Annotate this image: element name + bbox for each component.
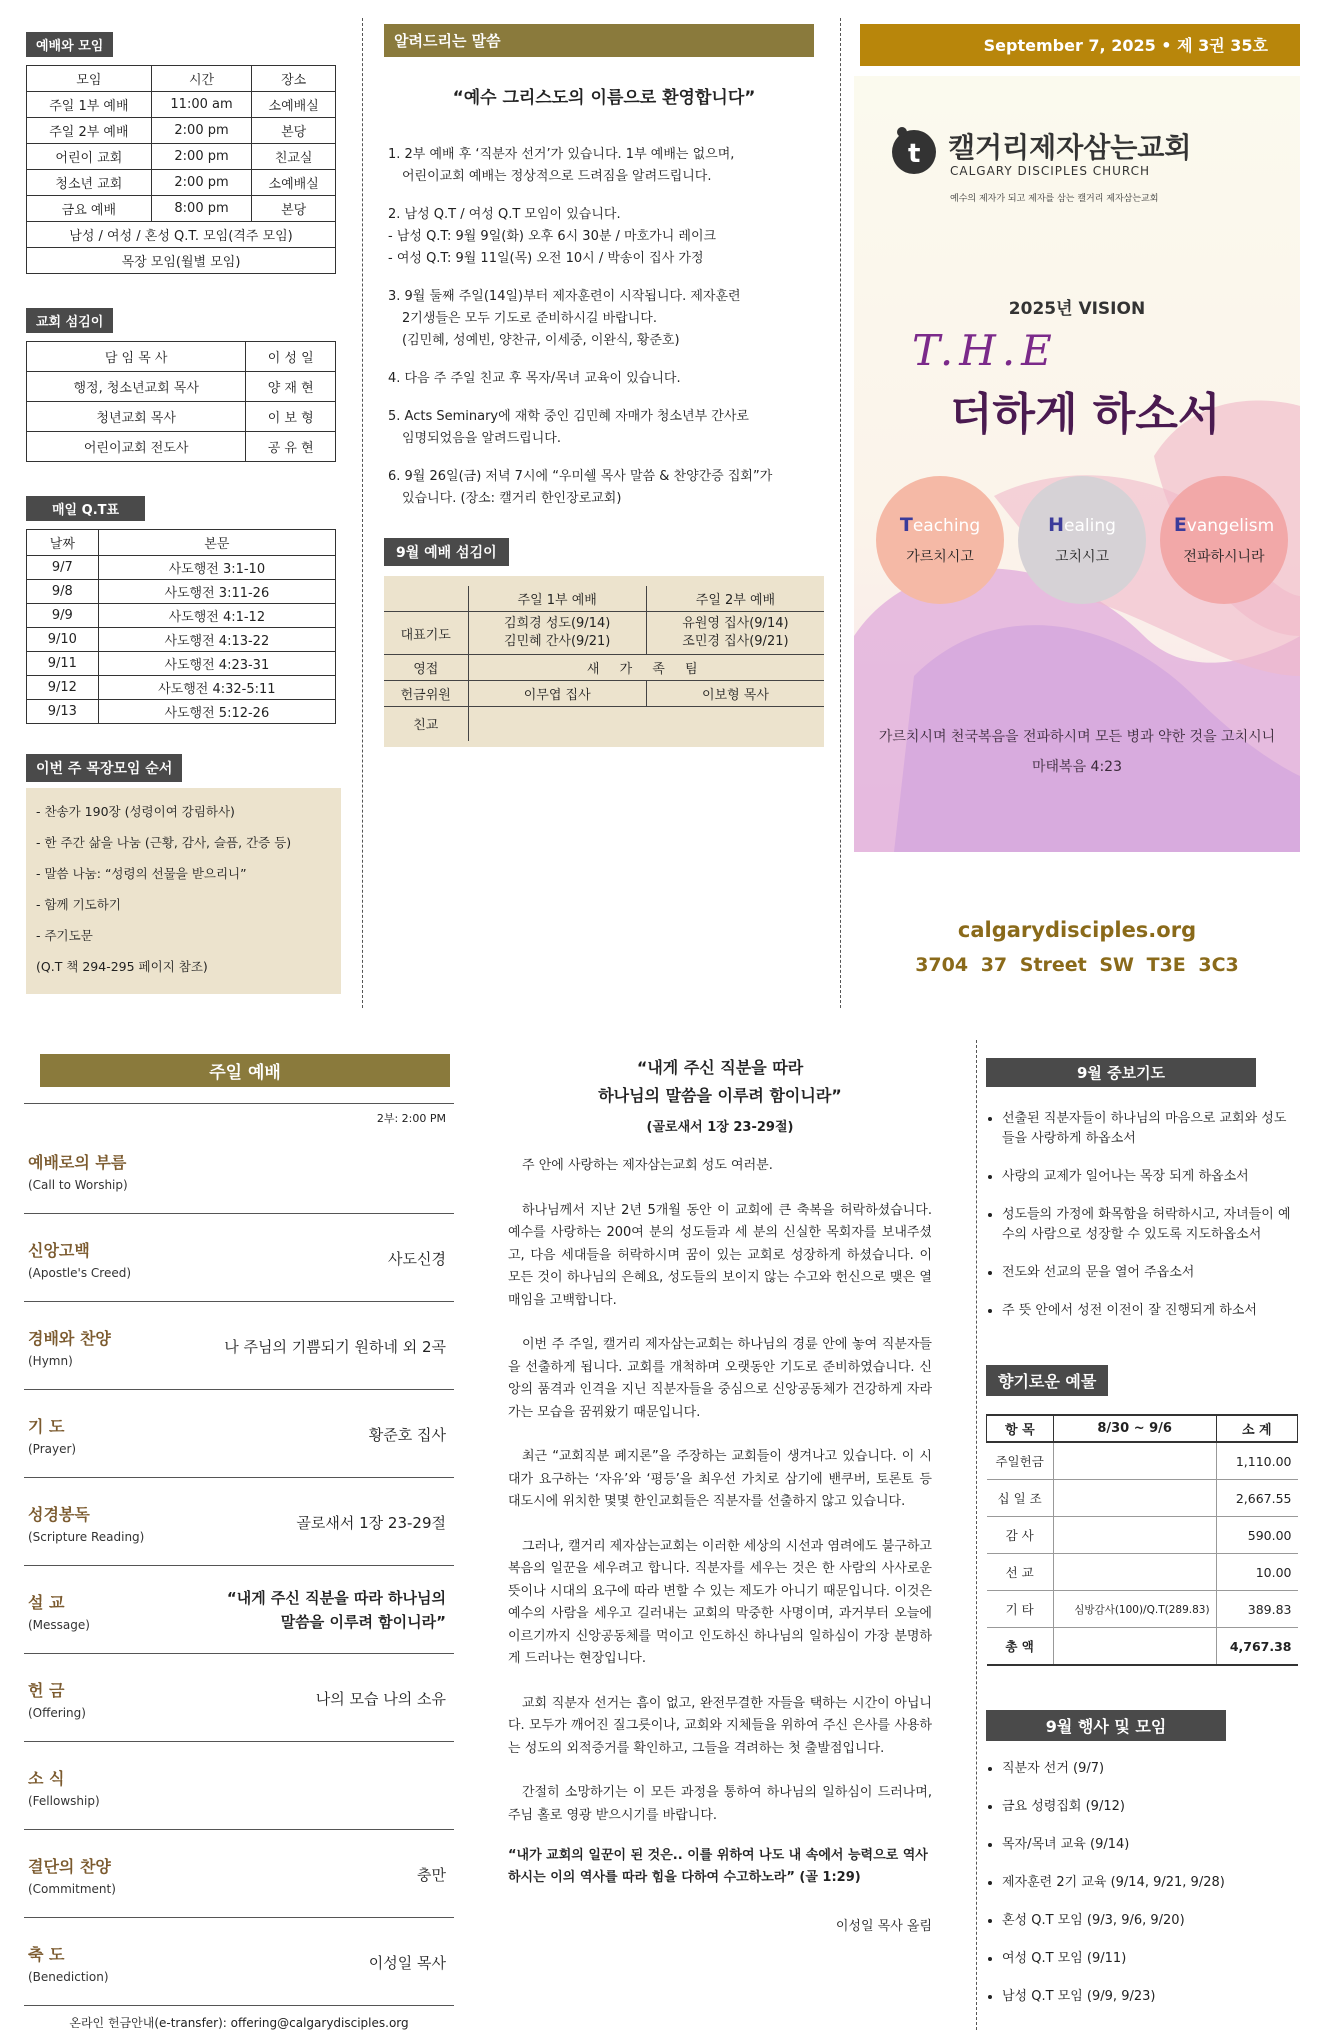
worship-order-title: 설 교: [28, 1593, 65, 1612]
table-cell: 행정, 청소년교회 목사: [27, 372, 246, 402]
sermon-paragraph: 이번 주 주일, 캘거리 제자삼는교회는 하나님의 경륜 안에 놓여 직분자들을 선출하게 됩니다. 교회를 개척하며 오랫동안 기도로 준비하였습니다. 신앙의 품격과 인격을 지닌 직분자들을 중심으로 신앙공동체가 건강하게 자라가는 모습을 꿈꿔왔기 때문입니다.: [508, 1337, 932, 1420]
worship-order-row: [24, 1478, 454, 1566]
church-logo-icon: [888, 124, 940, 176]
table-cell: 금요 예배: [27, 196, 152, 222]
table-cell: 사도행전 4:1-12: [98, 604, 335, 628]
table-cell: 기 타: [987, 1591, 1054, 1628]
table-row: [27, 372, 336, 402]
notice-line: 4. 다음 주 주일 친교 후 목자/목녀 교육이 있습니다.: [388, 371, 681, 386]
vision-circle-word: ealing: [1064, 516, 1116, 536]
cover-panel: [854, 76, 1300, 852]
table-cell: 2:00 pm: [151, 144, 252, 170]
table-cell: 주일 1부 예배: [27, 92, 152, 118]
notice-item: [388, 406, 824, 450]
events-list: [986, 1759, 1298, 2007]
table-row: [987, 1517, 1298, 1554]
notice-item: [388, 204, 824, 270]
divider: [840, 18, 841, 1008]
worship-order-title: 축 도: [28, 1945, 65, 1964]
table-row: [27, 248, 336, 274]
list-item: • 성도들의 가정에 화목함을 허락하시고, 자녀들이 예수의 사람으로 성장할 수 있도록 지도하옵소서: [1002, 1205, 1298, 1245]
worship-order-subtitle: (Fellowship): [28, 1794, 100, 1808]
table-row: [27, 92, 336, 118]
list-item: - 한 주간 삶을 나눔 (근황, 감사, 슬픔, 간증 등): [36, 835, 292, 850]
sermon-column: [508, 1054, 932, 1934]
serve-header: 9월 예배 섬김이: [384, 538, 509, 566]
list-item: • 주 뜻 안에서 성전 이전이 잘 진행되게 하소서: [1002, 1301, 1298, 1321]
notice-column: [384, 24, 824, 747]
notice-line: (김민혜, 성예빈, 양찬규, 이세중, 이완식, 황준호): [402, 333, 680, 348]
table-cell: 본당: [252, 118, 336, 144]
worship-order-row: [24, 1214, 454, 1302]
worship-order-title: 성경봉독: [28, 1505, 90, 1524]
table-row: [27, 196, 336, 222]
right-bottom-column: [986, 1058, 1298, 2025]
table-row: [27, 700, 336, 724]
table-cell: 2:00 pm: [151, 118, 252, 144]
table-cell: 본당: [252, 196, 336, 222]
serve-welcome-value: 새 가 족 팀: [468, 655, 824, 681]
list-item: • 혼성 Q.T 모임 (9/3, 9/6, 9/20): [1002, 1911, 1298, 1931]
table-row: [27, 580, 336, 604]
table-row: [27, 432, 336, 462]
mokjang-box: [26, 788, 341, 994]
church-logo: [888, 124, 940, 180]
mokjang-header: 이번 주 목장모임 순서: [26, 754, 182, 782]
serve-col1: 주일 1부 예배: [468, 586, 646, 612]
online-offering: 온라인 헌금안내(e-transfer): offering@calgarydisciples.org: [69, 2016, 409, 2030]
church-address: 3704 37 Street SW T3E 3C3: [915, 954, 1239, 976]
order-header: 주일 예배: [40, 1054, 450, 1087]
vision-slogan: 더하게 하소서: [950, 389, 1221, 440]
staff-table: [26, 341, 336, 462]
sermon-title-1: “내게 주신 직분을 따라: [636, 1058, 804, 1077]
notice-line: 6. 9월 26일(금) 저녁 7시에 “우미쉘 목사 말씀 & 찬양간증 집회”가: [388, 469, 773, 484]
worship-order-subtitle: (Scripture Reading): [28, 1530, 145, 1544]
worship-order-title: 예배로의 부름: [28, 1153, 127, 1172]
notice-line: 어린이교회 예배는 정상적으로 드려짐을 알려드립니다.: [402, 169, 712, 184]
church-motto: 예수의 제자가 되고 제자를 삼는 캘거리 제자삼는교회: [950, 194, 1159, 204]
table-cell: 11:00 am: [151, 92, 252, 118]
list-item: • 제자훈련 2기 교육 (9/14, 9/21, 9/28): [1002, 1873, 1298, 1893]
table-row: [27, 222, 336, 248]
worship-order-value: 이성일 목사: [368, 1954, 446, 1972]
sermon-paragraph: 하나님께서 지난 2년 5개월 동안 이 교회에 큰 축복을 허락하셨습니다. 예수를 사랑하는 200여 분의 성도들과 세 분의 신실한 목회자를 보내주셨고, 다음 세대들을 허락하시며 꿈이 있는 교회로 성장하게 하셨습니다. 이 모든 것이 하나님의 은혜요, 성도들의 보이지 않는 수고와 헌신으로 맺은 열매임을 고백합니다.: [508, 1202, 932, 1308]
prayer-header: 9월 중보기도: [986, 1058, 1256, 1087]
table-cell: 주일 2부 예배: [27, 118, 152, 144]
church-name-en: CALGARY DISCIPLES CHURCH: [950, 164, 1151, 178]
vision-circle-initial: T: [899, 514, 913, 536]
offering-table: [986, 1414, 1298, 1666]
mokjang-list: [36, 802, 331, 975]
worship-order-value: 골로새서 1장 23-29절: [296, 1514, 446, 1532]
list-item: • 목자/목녀 교육 (9/14): [1002, 1835, 1298, 1855]
table-cell: 9/9: [27, 604, 99, 628]
table-cell: 양 재 현: [246, 372, 336, 402]
prayer-list: [986, 1109, 1298, 1321]
table-cell: 청년교회 목사: [27, 402, 246, 432]
table-cell: 심방감사(100)/Q.T(289.83): [1053, 1591, 1216, 1628]
table-cell: [1053, 1442, 1216, 1480]
staff-header: 교회 섬김이: [26, 308, 113, 333]
table-cell: 389.83: [1216, 1591, 1297, 1628]
table-cell: 감 사: [987, 1517, 1054, 1554]
worship-order-subtitle: (Hymn): [28, 1354, 73, 1368]
serve-offering-1: 이무엽 집사: [468, 681, 646, 707]
table-cell: 친교실: [252, 144, 336, 170]
worship-order-row: [24, 1918, 454, 2006]
vision-circle-ko: 가르치시고: [906, 549, 974, 565]
order-rows: [24, 1126, 454, 2006]
worship-order-title: 신앙고백: [28, 1241, 90, 1260]
serve-col2: 주일 2부 예배: [646, 586, 824, 612]
vision-circle-word: eaching: [912, 516, 981, 536]
worship-order-value: 사도신경: [388, 1250, 446, 1268]
website-link[interactable]: calgarydisciples.org: [957, 918, 1197, 942]
table-cell: 청소년 교회: [27, 170, 152, 196]
worship-order-title: 소 식: [28, 1769, 65, 1788]
worship-order-subtitle: (Commitment): [28, 1882, 116, 1896]
serve-table: [384, 586, 824, 741]
svg-text:t: t: [908, 139, 921, 169]
worship-order-row: [24, 1126, 454, 1214]
vision-circle-en: [1160, 514, 1288, 536]
notice-item: [388, 144, 824, 188]
worship-order-value: 나 주님의 기쁨되기 원하네 외 2곡: [224, 1338, 446, 1356]
notice-header: 알려드리는 말씀: [384, 24, 814, 57]
table-cell: 9/8: [27, 580, 99, 604]
table-cell: 2:00 pm: [151, 170, 252, 196]
serve-offering-label: 헌금위원: [384, 681, 468, 707]
table-cell: 8:00 pm: [151, 196, 252, 222]
serve-prayer-1b: 김민혜 간사(9/21): [504, 634, 611, 649]
vision-circle: [876, 476, 1004, 604]
worship-order-row: [24, 1830, 454, 1918]
vision-circle: [1018, 476, 1146, 604]
notice-list: [384, 144, 824, 510]
table-cell: 사도행전 4:32-5:11: [98, 676, 335, 700]
worship-order-row: [24, 1302, 454, 1390]
list-item: • 남성 Q.T 모임 (9/9, 9/23): [1002, 1987, 1298, 2007]
worship-header: 예배와 모임: [26, 32, 113, 57]
worship-order-row: [24, 1566, 454, 1654]
vision-circle-ko: 고치시고: [1054, 549, 1110, 565]
table-row: [27, 604, 336, 628]
list-item: (Q.T 책 294-295 페이지 참조): [36, 959, 208, 974]
table-cell: 9/7: [27, 556, 99, 580]
offering-total-label: 총 액: [987, 1628, 1054, 1666]
offering-header-cell: 소 계: [1216, 1415, 1297, 1442]
church-name-ko: 캘거리제자삼는교회: [948, 131, 1192, 164]
worship-order-subtitle: (Prayer): [28, 1442, 77, 1456]
table-row: [987, 1591, 1298, 1628]
notice-item: [388, 466, 824, 510]
table-cell: 남성 / 여성 / 혼성 Q.T. 모임(격주 모임): [27, 222, 336, 248]
serve-prayer-1a: 김희경 성도(9/14): [504, 616, 611, 631]
offering-header-cell: 항 목: [987, 1415, 1054, 1442]
serve-fellowship-label: 친교: [413, 718, 439, 734]
table-cell: 10.00: [1216, 1554, 1297, 1591]
sermon-signature: 이성일 목사 올림: [835, 1919, 932, 1934]
list-item: • 선출된 직분자들이 하나님의 마음으로 교회와 성도들을 사랑하게 하옵소서: [1002, 1109, 1298, 1149]
worship-order-subtitle: (Offering): [28, 1706, 86, 1720]
table-cell: 사도행전 4:13-22: [98, 628, 335, 652]
sermon-quote: “내가 교회의 일꾼이 된 것은.. 이를 위하여 나도 내 속에서 능력으로 역사하시는 이의 역사를 따라 힘을 다하여 수고하노라” (골 1:29): [508, 1848, 928, 1885]
sermon-body: [508, 1155, 932, 1827]
vision-circle-word: vangelism: [1186, 516, 1275, 536]
worship-order-row: [24, 1390, 454, 1478]
table-cell: 사도행전 3:11-26: [98, 580, 335, 604]
order-column: [24, 1054, 454, 2031]
qt-header: 매일 Q.T표: [26, 496, 145, 521]
table-cell: 목장 모임(월별 모임): [27, 248, 336, 274]
table-cell: 9/11: [27, 652, 99, 676]
list-item: - 함께 기도하기: [36, 897, 121, 912]
sermon-paragraph: 최근 “교회직분 폐지론”을 주장하는 교회들이 생겨나고 있습니다. 이 시대가 요구하는 ‘자유’와 ‘평등’을 최우선 가치로 삼기에 밴쿠버, 토론토 등 대도시에 위치한 몇몇 한인교회들은 직분자를 선출하지 않고 있습니다.: [508, 1449, 932, 1509]
worship-table-header: 시간: [151, 66, 252, 92]
notice-item: [388, 286, 824, 352]
table-cell: 어린이 교회: [27, 144, 152, 170]
worship-order-value: 나의 모습 나의 소유: [315, 1690, 446, 1708]
worship-order-title: 결단의 찬양: [28, 1857, 111, 1876]
cover-verse-ref: 마태복음 4:23: [1032, 759, 1122, 775]
table-cell: 590.00: [1216, 1517, 1297, 1554]
serve-welcome-label: 영접: [384, 655, 468, 681]
table-cell: 9/12: [27, 676, 99, 700]
serve-prayer-2b: 조민경 집사(9/21): [682, 634, 789, 649]
table-cell: 담 임 목 사: [27, 342, 246, 372]
table-row: [987, 1628, 1298, 1666]
worship-order-subtitle: (Apostle's Creed): [28, 1266, 132, 1280]
list-item: • 여성 Q.T 모임 (9/11): [1002, 1949, 1298, 1969]
table-cell: 사도행전 4:23-31: [98, 652, 335, 676]
table-row: [27, 676, 336, 700]
worship-order-value: “내게 주신 직분을 따라 하나님의 말씀을 이루려 함이니라”: [226, 1589, 446, 1631]
list-item: - 말씀 나눔: “성령의 선물을 받으리니”: [36, 866, 247, 881]
worship-order-value: 황준호 집사: [368, 1426, 446, 1444]
table-cell: [1053, 1480, 1216, 1517]
worship-order-title: 경배와 찬양: [28, 1329, 111, 1348]
divider: [362, 18, 363, 1008]
vision-circle-en: [876, 514, 1004, 536]
list-item: - 주기도문: [36, 928, 93, 943]
worship-order-subtitle: (Call to Worship): [28, 1178, 128, 1192]
list-item: • 금요 성령집회 (9/12): [1002, 1797, 1298, 1817]
notice-line: 5. Acts Seminary에 재학 중인 김민혜 자매가 청소년부 간사로: [388, 409, 749, 424]
sermon-paragraph: 주 안에 사랑하는 제자삼는교회 성도 여러분.: [522, 1158, 773, 1173]
table-cell: 사도행전 3:1-10: [98, 556, 335, 580]
sermon-paragraph: 간절히 소망하기는 이 모든 과정을 통하여 하나님의 일하심이 드러나며, 주님 홀로 영광 받으시기를 바랍니다.: [508, 1785, 932, 1823]
table-cell: 2,667.55: [1216, 1480, 1297, 1517]
sermon-paragraph: 그러나, 캘거리 제자삼는교회는 이러한 세상의 시선과 염려에도 불구하고 복음의 일꾼을 세우려고 합니다. 직분자를 세우는 것은 한 사람의 사사로운 뜻이나 시대의 요구에 따라 변할 수 있는 제도가 아니기 때문입니다. 이것은 예수의 사람을 세우고 길러내는 교회의 막중한 사명이며, 과거부터 오늘에 이르기까지 신앙공동체를 먹이고 인도하신 하나님의 일하심이 가장 분명하게 드러나는 현장입니다.: [508, 1538, 932, 1666]
table-cell: 공 유 현: [246, 432, 336, 462]
table-row: [27, 144, 336, 170]
vision-title: 2025년 VISION: [1008, 299, 1146, 319]
offering-header-cell: 8/30 ~ 9/6: [1053, 1415, 1216, 1442]
vision-circle-ko: 전파하시니라: [1183, 549, 1265, 565]
list-item: - 찬송가 190장 (성령이여 강림하사): [36, 804, 235, 819]
notice-line: - 남성 Q.T: 9월 9일(화) 오후 6시 30분 / 마호가니 레이크: [388, 229, 717, 244]
qt-table: [26, 529, 336, 724]
qt-table-header: 날짜: [27, 530, 99, 556]
table-cell: 1,110.00: [1216, 1442, 1297, 1480]
notice-line: 1. 2부 예배 후 ‘직분자 선거’가 있습니다. 1부 예배는 없으며,: [388, 147, 735, 162]
serve-prayer-label: 대표기도: [384, 612, 468, 655]
worship-order-value: 충만: [417, 1866, 446, 1884]
table-cell: 이 성 일: [246, 342, 336, 372]
worship-order-title: 헌 금: [28, 1681, 65, 1700]
table-cell: 9/13: [27, 700, 99, 724]
date-banner: September 7, 2025 • 제 3권 35호: [860, 24, 1300, 66]
table-cell: 소예배실: [252, 92, 336, 118]
table-cell: 십 일 조: [987, 1480, 1054, 1517]
vision-circle-en: [1018, 514, 1146, 536]
vision-circle-initial: H: [1048, 514, 1064, 536]
table-cell: 소예배실: [252, 170, 336, 196]
notice-line: 2. 남성 Q.T / 여성 Q.T 모임이 있습니다.: [388, 207, 621, 222]
order-time: 2부: 2:00 PM: [376, 1112, 446, 1125]
table-cell: 선 교: [987, 1554, 1054, 1591]
table-cell: [1053, 1628, 1216, 1666]
worship-order-subtitle: (Benediction): [28, 1970, 109, 1984]
sermon-ref: (골로새서 1장 23-29절): [646, 1120, 794, 1135]
cover-verse: 가르치시며 천국복음을 전파하시며 모든 병과 약한 것을 고치시니: [878, 729, 1276, 745]
worship-order-row: [24, 1742, 454, 1830]
worship-order-subtitle: (Message): [28, 1618, 90, 1632]
table-row: [27, 628, 336, 652]
list-item: • 사랑의 교제가 일어나는 목장 되게 하옵소서: [1002, 1167, 1298, 1187]
worship-table-header: 모임: [27, 66, 152, 92]
sermon-paragraph: 교회 직분자 선거는 흠이 없고, 완전무결한 자들을 택하는 시간이 아닙니다. 모두가 깨어진 질그릇이나, 교회와 지체들을 위하여 주신 은사를 사용하는 성도의 외적증거를 확인하고, 그들을 격려하는 첫 출발점입니다.: [508, 1695, 932, 1756]
table-row: [987, 1442, 1298, 1480]
table-cell: 이 보 형: [246, 402, 336, 432]
table-cell: 어린이교회 전도사: [27, 432, 246, 462]
table-cell: 주일헌금: [987, 1442, 1054, 1480]
table-row: [27, 556, 336, 580]
serve-box: [384, 576, 824, 747]
worship-order-title: 기 도: [28, 1417, 65, 1436]
qt-table-header: 본문: [98, 530, 335, 556]
table-row: [27, 402, 336, 432]
notice-line: 2기생들은 모두 기도로 준비하시길 바랍니다.: [402, 311, 657, 326]
serve-offering-2: 이보형 목사: [646, 681, 824, 707]
table-cell: [1053, 1554, 1216, 1591]
table-cell: [1053, 1517, 1216, 1554]
table-row: [27, 170, 336, 196]
left-column: [26, 32, 336, 994]
notice-line: 있습니다. (장소: 캘거리 한인장로교회): [402, 491, 622, 506]
table-row: [987, 1480, 1298, 1517]
notice-line: 임명되었음을 알려드립니다.: [402, 431, 561, 446]
table-row: [27, 118, 336, 144]
table-row: [27, 652, 336, 676]
notice-item: [388, 368, 824, 390]
table-cell: 9/10: [27, 628, 99, 652]
offering-total: 4,767.38: [1216, 1628, 1297, 1666]
sermon-title-2: 하나님의 말씀을 이루려 함이니라”: [598, 1086, 842, 1105]
serve-prayer-2a: 유원영 집사(9/14): [682, 616, 789, 631]
list-item: • 전도와 선교의 문을 열어 주옵소서: [1002, 1263, 1298, 1283]
worship-order-row: [24, 1654, 454, 1742]
vision-circle-initial: E: [1173, 514, 1187, 536]
notice-line: - 여성 Q.T: 9월 11일(목) 오전 10시 / 박송이 집사 가정: [388, 251, 704, 266]
worship-table: [26, 65, 336, 274]
notice-title: “예수 그리스도의 이름으로 환영합니다”: [452, 88, 756, 108]
list-item: • 직분자 선거 (9/7): [1002, 1759, 1298, 1779]
notice-line: 3. 9월 둘째 주일(14일)부터 제자훈련이 시작됩니다. 제자훈련: [388, 289, 741, 304]
events-header: 9월 행사 및 모임: [986, 1710, 1226, 1741]
worship-table-header: 장소: [252, 66, 336, 92]
table-row: [27, 342, 336, 372]
vision-circle: [1160, 476, 1288, 604]
offering-header: 향기로운 예물: [986, 1365, 1108, 1396]
vision-the: T.H.E: [912, 326, 1058, 375]
divider: [976, 1040, 977, 2030]
table-row: [987, 1554, 1298, 1591]
table-cell: 사도행전 5:12-26: [98, 700, 335, 724]
